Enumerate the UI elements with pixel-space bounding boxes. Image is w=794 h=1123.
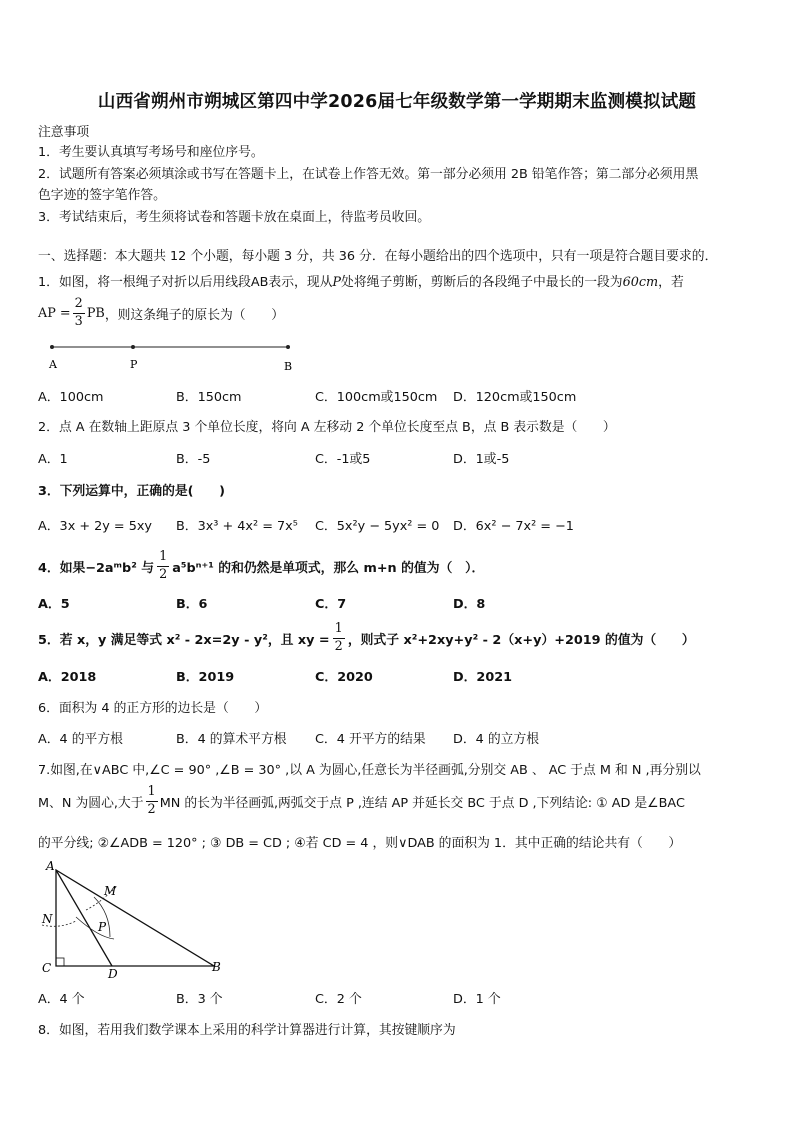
q4-text-a: 4．如果−2aᵐb² 与 xyxy=(38,560,155,576)
q1-option-c: C．100cm或150cm xyxy=(315,390,438,405)
q5-fraction xyxy=(333,623,345,654)
question-4 xyxy=(38,551,484,582)
q2-option-d: D．1或-5 xyxy=(453,452,510,467)
q3-option-b: B．3x³ + 4x² = 7x⁵ xyxy=(176,519,298,534)
point-b xyxy=(286,345,290,349)
q5-text-b: ，则式子 x²+2xy+y² - 2（x+y）+2019 的值为（ ） xyxy=(347,632,695,648)
q7-option-a: A．4 个 xyxy=(38,992,85,1007)
q1-var-p: P xyxy=(332,275,342,290)
notice-item-2-cont: 色字迹的签字笔作答。 xyxy=(38,188,166,203)
q4-option-a: A．5 xyxy=(38,597,70,612)
triangle-figure xyxy=(36,855,236,983)
q7-text-b: MN 的长为半径画弧,两弧交于点 P ,连结 AP 并延长交 BC 于点 D ,下列结论: ① AD 是∠BAC xyxy=(159,795,685,811)
question-7-line1: 7.如图,在∨ABC 中,∠C = 90° ,∠B = 30° ,以 A 为圆心,任意长为半径画弧,分别交 AB 、 AC 于点 M 和 N ,再分别以 xyxy=(38,763,701,778)
q3-option-d: D．6x² − 7x² = −1 xyxy=(453,519,574,534)
q2-option-b: B．-5 xyxy=(176,452,211,467)
q5-option-b: B．2019 xyxy=(176,670,235,685)
q7-option-d: D．1 个 xyxy=(453,992,501,1007)
notice-item-3: 3．考试结束后，考生须将试卷和答题卡放在桌面上，待监考员收回。 xyxy=(38,210,431,225)
q5-option-a: A．2018 xyxy=(38,670,97,685)
segment-figure xyxy=(40,338,310,376)
fig-label-a: A xyxy=(46,859,55,873)
right-angle-mark xyxy=(56,958,64,966)
triangle-abc xyxy=(56,870,214,966)
q2-option-c: C．-1或5 xyxy=(315,452,371,467)
q1-pb: PB xyxy=(86,305,105,321)
point-p xyxy=(131,345,135,349)
q1-length: 60cm xyxy=(622,275,659,290)
notice-item-1: 1．考生要认真填写考场号和座位序号。 xyxy=(38,145,264,160)
question-3: 3．下列运算中，正确的是( ) xyxy=(38,484,225,499)
q1-frac-den: 3 xyxy=(74,313,83,329)
q6-option-a: A．4 的平方根 xyxy=(38,732,123,747)
notice-heading: 注意事项 xyxy=(38,125,90,140)
q7-option-b: B．3 个 xyxy=(176,992,223,1007)
fig-label-d: D xyxy=(108,967,118,981)
q7-text-a: M、N 为圆心,大于 xyxy=(38,795,144,811)
label-p: P xyxy=(130,358,138,371)
q1-text-b: 处将绳子剪断，剪断后的各段绳子中最长的一段为 xyxy=(341,275,623,290)
q2-option-a: A．1 xyxy=(38,452,68,467)
question-7-line3: 的平分线; ②∠ADB = 120° ; ③ DB = CD ; ④若 CD = 4 ，则∨DAB 的面积为 1．其中正确的结论共有（ ） xyxy=(38,836,682,851)
q3-option-c: C．5x²y − 5yx² = 0 xyxy=(315,519,440,534)
question-7-line2 xyxy=(38,786,685,817)
section-heading: 一、选择题：本大题共 12 个小题，每小题 3 分，共 36 分．在每小题给出的四个选项中，只有一项是符合题目要求的． xyxy=(38,249,718,264)
notice-item-2: 2．试题所有答案必须填涂或书写在答题卡上，在试卷上作答无效。第一部分必须用 2B 铅笔作答；第二部分必须用黑 xyxy=(38,167,699,182)
label-a: A xyxy=(49,358,57,371)
fig-label-b: B xyxy=(212,960,221,974)
q1-frac-num: 2 xyxy=(73,298,85,314)
q4-frac-den: 2 xyxy=(159,566,168,582)
q7-frac-num: 1 xyxy=(146,786,158,802)
q7-fraction xyxy=(146,786,158,817)
q5-option-d: D．2021 xyxy=(453,670,513,685)
fig-label-m: M xyxy=(104,884,117,898)
q1-ap: AP = xyxy=(38,305,71,321)
q1-fraction xyxy=(73,298,85,329)
fig-label-c: C xyxy=(42,961,52,975)
q1-option-a: A．100cm xyxy=(38,390,104,405)
q5-frac-den: 2 xyxy=(334,638,343,654)
question-5 xyxy=(38,623,695,654)
q4-option-b: B．6 xyxy=(176,597,208,612)
q6-option-d: D．4 的立方根 xyxy=(453,732,540,747)
q5-frac-num: 1 xyxy=(333,623,345,639)
page-title: 山西省朔州市朔城区第四中学2026届七年级数学第一学期期末监测模拟试题 xyxy=(97,92,697,112)
fig-label-n: N xyxy=(42,912,53,926)
question-2: 2．点 A 在数轴上距原点 3 个单位长度，将向 A 左移动 2 个单位长度至点 B，点 B 表示数是（ ） xyxy=(38,420,616,435)
q5-option-c: C．2020 xyxy=(315,670,373,685)
point-a xyxy=(50,345,54,349)
q4-option-d: D．8 xyxy=(453,597,486,612)
q1-text-line2: ，则这条绳子的原长为（ ） xyxy=(104,307,284,323)
q6-option-b: B．4 的算术平方根 xyxy=(176,732,287,747)
q4-fraction xyxy=(157,551,169,582)
q4-text-b: a⁵bⁿ⁺¹ 的和仍然是单项式，那么 m+n 的值为（ ）． xyxy=(172,560,485,576)
q4-frac-num: 1 xyxy=(157,551,169,567)
question-6: 6．面积为 4 的正方形的边长是（ ） xyxy=(38,701,268,716)
q1-text-a: 1．如图，将一根绳子对折以后用线段AB表示，现从 xyxy=(38,275,333,290)
q1-option-b: B．150cm xyxy=(176,390,242,405)
question-8: 8．如图，若用我们数学课本上采用的科学计算器进行计算，其按键顺序为 xyxy=(38,1023,456,1038)
q1-text-c: ，若 xyxy=(658,275,684,290)
q7-option-c: C．2 个 xyxy=(315,992,362,1007)
q6-option-c: C．4 开平方的结果 xyxy=(315,732,426,747)
question-1-line2 xyxy=(38,298,284,329)
q4-option-c: C．7 xyxy=(315,597,347,612)
question-1-line1 xyxy=(38,271,684,290)
label-b: B xyxy=(284,360,293,373)
q1-option-d: D．120cm或150cm xyxy=(453,390,577,405)
q5-text-a: 5．若 x，y 满足等式 x² - 2x=2y - y²，且 xy = xyxy=(38,632,330,648)
q3-option-a: A．3x + 2y = 5xy xyxy=(38,519,152,534)
fig-label-p: P xyxy=(98,920,107,934)
q7-frac-den: 2 xyxy=(147,801,156,817)
